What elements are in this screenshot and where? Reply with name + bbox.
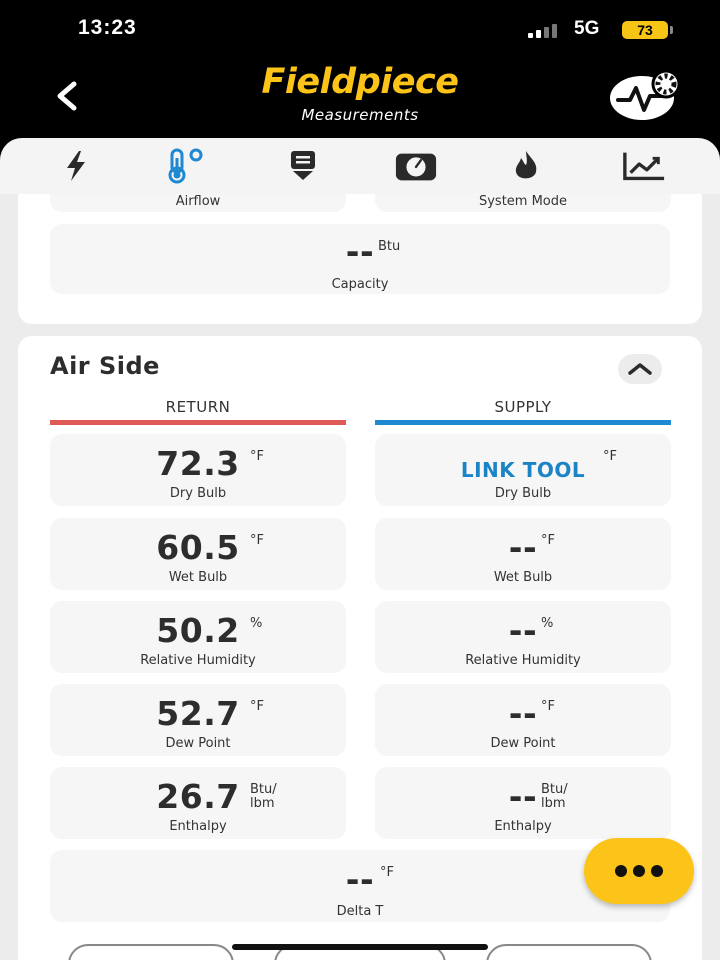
- return-dry-bulb-value: 72.3: [156, 444, 240, 483]
- supply-relative-humidity-unit: %: [541, 616, 554, 631]
- return-dew-point-value: 52.7: [156, 694, 240, 733]
- status-time: 13:23: [78, 16, 137, 39]
- return-dew-point-unit: °F: [250, 699, 264, 714]
- trend-chart-icon: [622, 149, 666, 183]
- delta-t-cell[interactable]: [50, 850, 670, 922]
- graph-gear-icon: [606, 70, 686, 122]
- chevron-up-icon: [618, 354, 662, 384]
- supply-relative-humidity-label: Relative Humidity: [465, 653, 581, 668]
- tab-gauges[interactable]: [394, 146, 438, 186]
- return-enthalpy-value: 26.7: [156, 777, 240, 816]
- battery-icon: [670, 26, 673, 34]
- supply-dew-point-unit: °F: [541, 699, 555, 714]
- delta-t-unit: °F: [380, 865, 394, 880]
- flame-icon: [511, 149, 541, 183]
- return-relative-humidity-label: Relative Humidity: [140, 653, 256, 668]
- return-wet-bulb-label: Wet Bulb: [168, 570, 228, 585]
- return-wet-bulb-cell[interactable]: [50, 518, 346, 590]
- bottom-action-button-3[interactable]: [486, 944, 652, 960]
- more-options-button[interactable]: [584, 838, 694, 904]
- supply-enthalpy-label: Enthalpy: [494, 819, 552, 834]
- battery-level: 73: [622, 21, 668, 39]
- supply-color-bar: [375, 420, 671, 425]
- back-button[interactable]: [50, 76, 84, 116]
- thermometer-icon: [166, 148, 210, 184]
- tab-trends[interactable]: [622, 146, 666, 186]
- tab-combustion[interactable]: [504, 146, 548, 186]
- supply-wet-bulb-label: Wet Bulb: [493, 570, 553, 585]
- tab-equipment[interactable]: [281, 146, 325, 186]
- return-relative-humidity-unit: %: [250, 616, 263, 631]
- signal-icon: [528, 24, 562, 38]
- return-enthalpy-cell[interactable]: [50, 767, 346, 839]
- return-relative-humidity-cell[interactable]: [50, 601, 346, 673]
- tab-air-side[interactable]: [166, 146, 210, 186]
- return-dry-bulb-label: Dry Bulb: [169, 486, 227, 501]
- home-indicator: [232, 944, 488, 950]
- capacity-cell[interactable]: [50, 224, 670, 294]
- category-tab-bar: [0, 138, 720, 194]
- capacity-label: Capacity: [331, 277, 389, 292]
- chevron-left-icon: [50, 76, 84, 116]
- capacity-value: --: [345, 232, 375, 271]
- return-dry-bulb-unit: °F: [250, 449, 264, 464]
- network-label: 5G: [574, 18, 600, 39]
- airflow-label: Airflow: [175, 194, 221, 209]
- delta-t-label: Delta T: [336, 904, 384, 919]
- return-wet-bulb-value: 60.5: [156, 528, 240, 567]
- return-dew-point-label: Dew Point: [165, 736, 231, 751]
- section-title: Air Side: [50, 352, 160, 380]
- supply-dry-bulb-cell[interactable]: [375, 434, 671, 506]
- supply-relative-humidity-cell[interactable]: [375, 601, 671, 673]
- return-enthalpy-label: Enthalpy: [169, 819, 227, 834]
- supply-enthalpy-cell[interactable]: [375, 767, 671, 839]
- return-color-bar: [50, 420, 346, 425]
- more-dots-icon: [615, 865, 627, 877]
- supply-heading: SUPPLY: [494, 398, 552, 416]
- link-tool-button[interactable]: LINK TOOL: [460, 458, 586, 482]
- supply-wet-bulb-value: --: [508, 528, 538, 567]
- bottom-action-button-1[interactable]: [68, 944, 234, 960]
- lightning-icon: [61, 149, 91, 183]
- gauge-icon: [394, 149, 438, 183]
- supply-enthalpy-value: --: [508, 777, 538, 816]
- supply-wet-bulb-unit: °F: [541, 533, 555, 548]
- collapse-button[interactable]: [618, 354, 662, 384]
- graph-settings-button[interactable]: [606, 70, 686, 122]
- supply-dew-point-cell[interactable]: [375, 684, 671, 756]
- supply-relative-humidity-value: --: [508, 611, 538, 650]
- supply-dew-point-value: --: [508, 694, 538, 733]
- air-handler-icon: [288, 149, 318, 183]
- return-relative-humidity-value: 50.2: [156, 611, 240, 650]
- return-dry-bulb-cell[interactable]: [50, 434, 346, 506]
- supply-enthalpy-unit: Btu/ lbm: [541, 782, 568, 811]
- supply-dew-point-label: Dew Point: [490, 736, 556, 751]
- return-wet-bulb-unit: °F: [250, 533, 264, 548]
- capacity-unit: Btu: [378, 239, 401, 254]
- supply-dry-bulb-unit: °F: [603, 449, 617, 464]
- tab-electrical[interactable]: [54, 146, 98, 186]
- delta-t-value: --: [345, 860, 375, 899]
- supply-dry-bulb-label: Dry Bulb: [494, 486, 552, 501]
- page-subtitle: Measurements: [301, 106, 419, 124]
- brand-logo: Fieldpiece: [261, 62, 459, 102]
- supply-wet-bulb-cell[interactable]: [375, 518, 671, 590]
- return-enthalpy-unit: Btu/ lbm: [250, 782, 277, 811]
- return-heading: RETURN: [165, 398, 231, 416]
- return-dew-point-cell[interactable]: [50, 684, 346, 756]
- system-mode-label: System Mode: [478, 194, 568, 209]
